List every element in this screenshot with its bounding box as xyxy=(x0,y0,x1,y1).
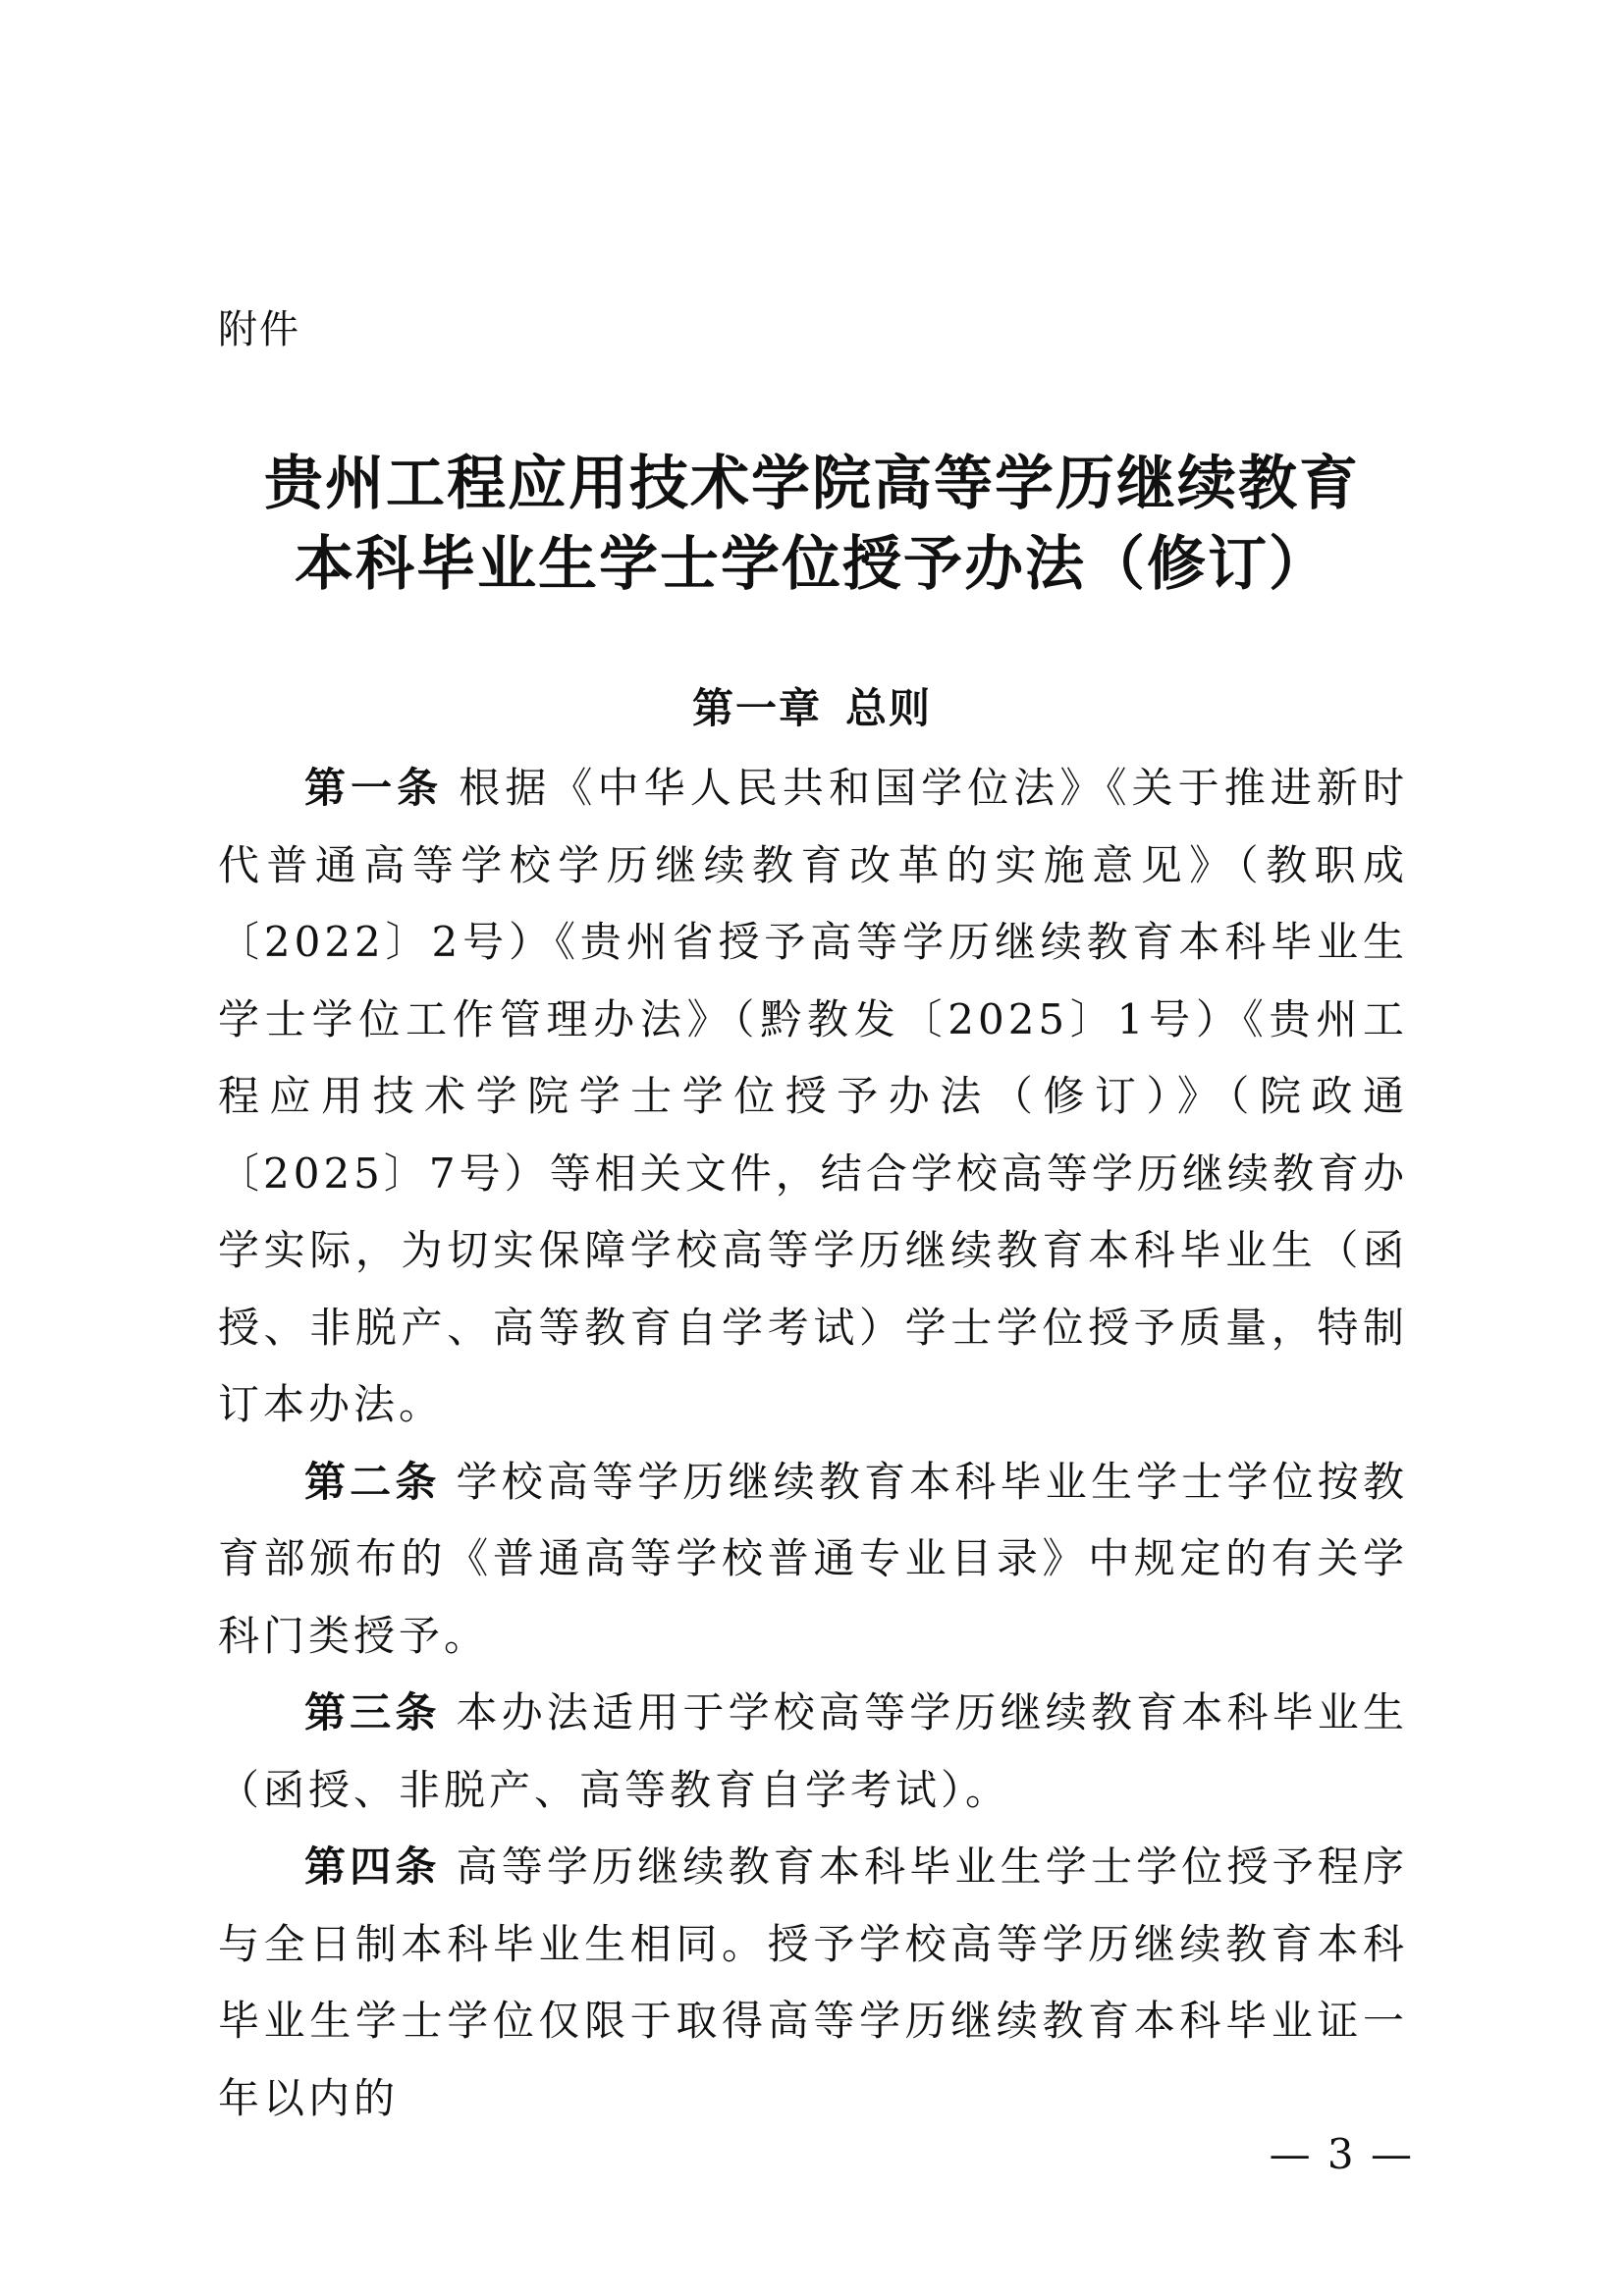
page-number: — 3 — xyxy=(1269,2130,1414,2178)
article-label: 第二条 xyxy=(304,1457,441,1506)
article-text: 高等学历继续教育本科毕业生学士学位授予程序与全日制本科毕业生相同。授予学校高等学历继续教育本科毕业生学士学位仅限于取得高等学历继续教育本科毕业证一年以内的 xyxy=(218,1842,1408,2122)
article-label: 第一条 xyxy=(304,764,444,812)
article-1 xyxy=(218,750,1408,1444)
title-line-1: 贵州工程应用技术学院高等学历继续教育 xyxy=(264,450,1360,518)
title-line-2: 本科毕业生学士学位授予办法（修订） xyxy=(295,530,1329,599)
attachment-label: 附件 xyxy=(218,307,300,352)
article-text: 学校高等学历继续教育本科毕业生学士学位按教育部颁布的《普通高等学校普通专业目录》中规定的有关学科门类授予。 xyxy=(218,1457,1408,1660)
article-text: 根据《中华人民共和国学位法》《关于推进新时代普通高等学校学历继续教育改革的实施意见》（教职成〔2022〕2号）《贵州省授予高等学历继续教育本科毕业生学士学位工作管理办法》（黔教发〔2025〕1号）《贵州工程应用技术学院学士学位授予办法（修订）》（院政通〔2025〕7号）等相关文件，结合学校高等学历继续教育办学实际，为切实保障学校高等学历继续教育本科毕业生（函授、非脱产、高等教育自学考试）学士学位授予质量，特制订本办法。 xyxy=(218,764,1408,1428)
article-2 xyxy=(218,1444,1408,1676)
chapter-number: 第一章 xyxy=(691,684,822,732)
article-text: 本办法适用于学校高等学历继续教育本科毕业生（函授、非脱产、高等教育自学考试）。 xyxy=(218,1688,1408,1814)
article-4 xyxy=(218,1829,1408,2137)
document-title xyxy=(177,444,1447,605)
document-body xyxy=(218,750,1408,2137)
article-3 xyxy=(218,1675,1408,1829)
chapter-name: 总则 xyxy=(845,684,933,732)
article-label: 第四条 xyxy=(304,1842,441,1891)
chapter-heading xyxy=(177,681,1447,736)
article-label: 第三条 xyxy=(304,1688,441,1736)
